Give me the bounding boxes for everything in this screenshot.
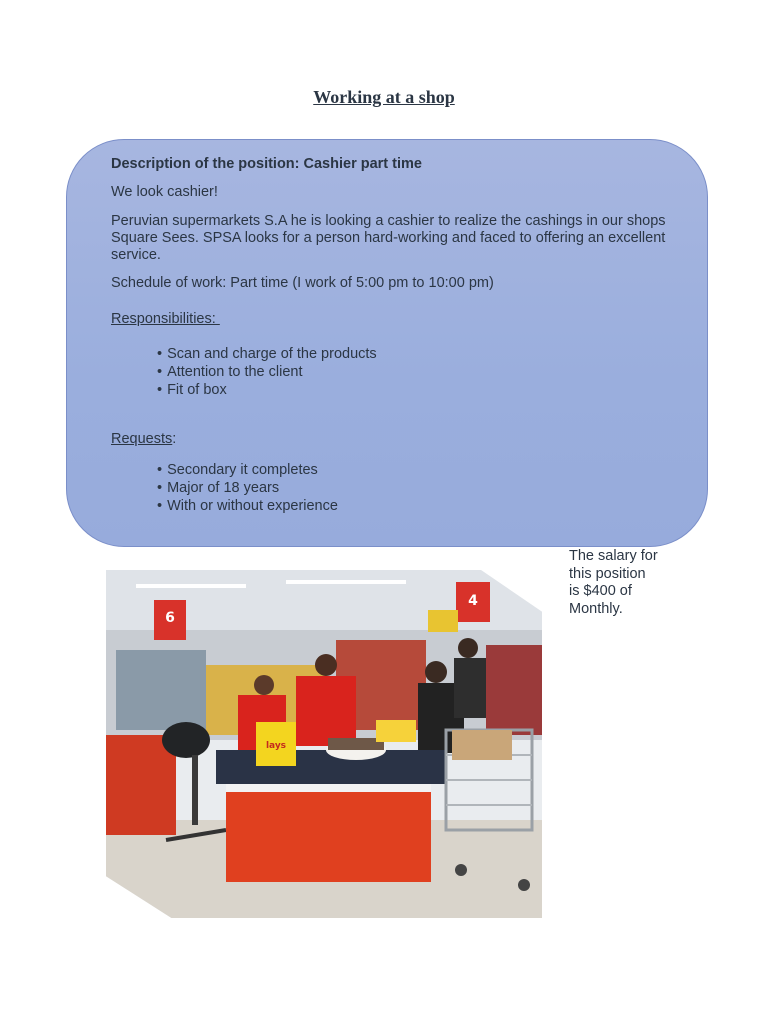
aisle-sign-right: 4: [468, 593, 478, 609]
list-item: • Secondary it completes: [157, 461, 338, 479]
list-item: • Attention to the client: [157, 363, 377, 381]
responsibilities-list: [157, 345, 377, 399]
responsibilities-heading: Responsibilities:: [111, 311, 220, 327]
aisle-sign-left: 6: [165, 610, 175, 626]
list-item: • With or without experience: [157, 497, 338, 515]
list-item: • Major of 18 years: [157, 479, 338, 497]
schedule-text: Schedule of work: Part time (I work of 5:00 pm to 10:00 pm): [111, 275, 494, 291]
requests-list: [157, 461, 338, 515]
requests-heading-colon: :: [172, 431, 177, 447]
position-description: Description of the position: Cashier part time: [111, 156, 422, 172]
company-paragraph: Peruvian supermarkets S.A he is looking a cashier to realize the cashings in our shops Square Sees. SPSA looks for a person hard-working and faced to offering an excellent service.: [111, 213, 666, 263]
page-title: Working at a shop: [313, 87, 455, 107]
look-cashier-text: We look cashier!: [111, 184, 218, 200]
requests-heading-label: Requests: [111, 431, 173, 447]
requests-heading: [111, 431, 671, 448]
photo-illustration: [106, 570, 542, 918]
list-item: • Scan and charge of the products: [157, 345, 377, 363]
supermarket-checkout-photo: [106, 570, 542, 918]
job-description-card: [66, 139, 708, 547]
list-item: • Fit of box: [157, 381, 377, 399]
salary-note: The salary for this position is $400 of Monthly.: [569, 548, 658, 617]
chips-label: lays: [265, 741, 287, 751]
